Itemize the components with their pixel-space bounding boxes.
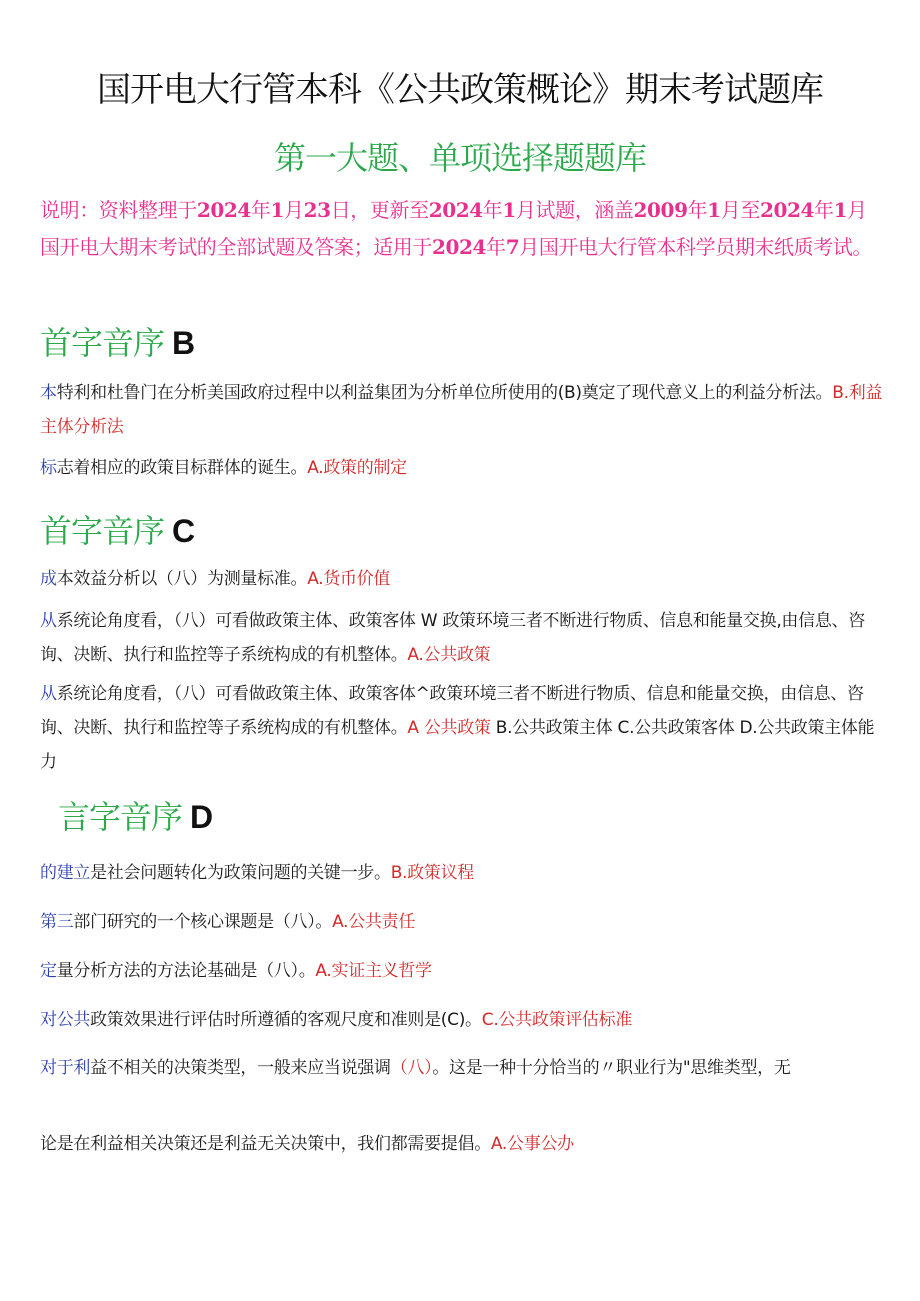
answer-text: A.实证主义哲学 — [315, 961, 432, 981]
question-item: 的建立是社会问题转化为政策问题的关键一步。B.政策议程 — [40, 863, 474, 883]
question-item: 第三部门研究的一个核心课题是（八）。A.公共责任 — [40, 912, 416, 932]
question-item: 成本效益分析以（八）为测量标准。A.货币价值 — [40, 569, 391, 589]
section-heading-b: 首字音序 B — [40, 324, 195, 362]
answer-text: A.政策的制定 — [307, 458, 407, 478]
question-item: 标志着相应的政策目标群体的诞生。A.政策的制定 — [40, 458, 407, 478]
question-item: 本特利和杜鲁门在分析美国政府过程中以利益集团为分析单位所使用的(B)奠定了现代意义上的利益分析法。B.利益主体分析法 — [40, 383, 883, 437]
answer-text: A 公共政策 — [407, 718, 491, 738]
document-title: 国开电大行管本科《公共政策概论》期末考试题库 — [97, 70, 823, 110]
question-item: 对于利益不相关的决策类型，一般来应当说强调（八）。这是一种十分恰当的〃职业行为"思维类型，无 — [40, 1058, 791, 1078]
answer-text: A.货币价值 — [307, 569, 391, 589]
section-heading-d: 言字音序 D — [58, 798, 213, 836]
question-item: 对公共政策效果进行评估时所遵循的客观尺度和准则是(C)。C.公共政策评估标准 — [40, 1010, 633, 1030]
section-title: 第一大题、单项选择题题库 — [273, 139, 646, 177]
question-item: 从系统论角度看，（八）可看做政策主体、政策客体^政策环境三者不断进行物质、信息和能量交换，由信息、咨询、决断、执行和监控等子系统构成的有机整体。A 公共政策 B.公共政策主体 C.公共政策客体 D.公共政策主体能力 — [40, 684, 875, 772]
answer-text: （八） — [390, 1058, 433, 1078]
answer-text: B.利益主体分析法 — [40, 383, 883, 437]
document-note: 说明：资料整理于2024年1月23日，更新至2024年1月试题，涵盖2009年1月至2024年1月国开电大期末考试的全部试题及答案；适用于2024年7月国开电大行管本科学员期末纸质考试。 — [40, 198, 873, 259]
answer-text: A.公事公办 — [490, 1134, 574, 1154]
answer-text: C.公共政策评估标准 — [481, 1010, 633, 1030]
answer-text: B.政策议程 — [390, 863, 474, 883]
section-heading-c: 首字音序 C — [40, 512, 195, 550]
answer-text: A.公共责任 — [332, 912, 416, 932]
question-item: 论是在利益相关决策还是利益无关决策中，我们都需要提倡。A.公事公办 — [40, 1134, 574, 1154]
question-item: 从系统论角度看，（八）可看做政策主体、政策客体 W 政策环境三者不断进行物质、信息和能量交换,由信息、咨询、决断、执行和监控等子系统构成的有机整体。A.公共政策 — [40, 611, 865, 665]
question-item: 定量分析方法的方法论基础是（八）。A.实证主义哲学 — [40, 961, 432, 981]
answer-text: A.公共政策 — [407, 645, 491, 665]
